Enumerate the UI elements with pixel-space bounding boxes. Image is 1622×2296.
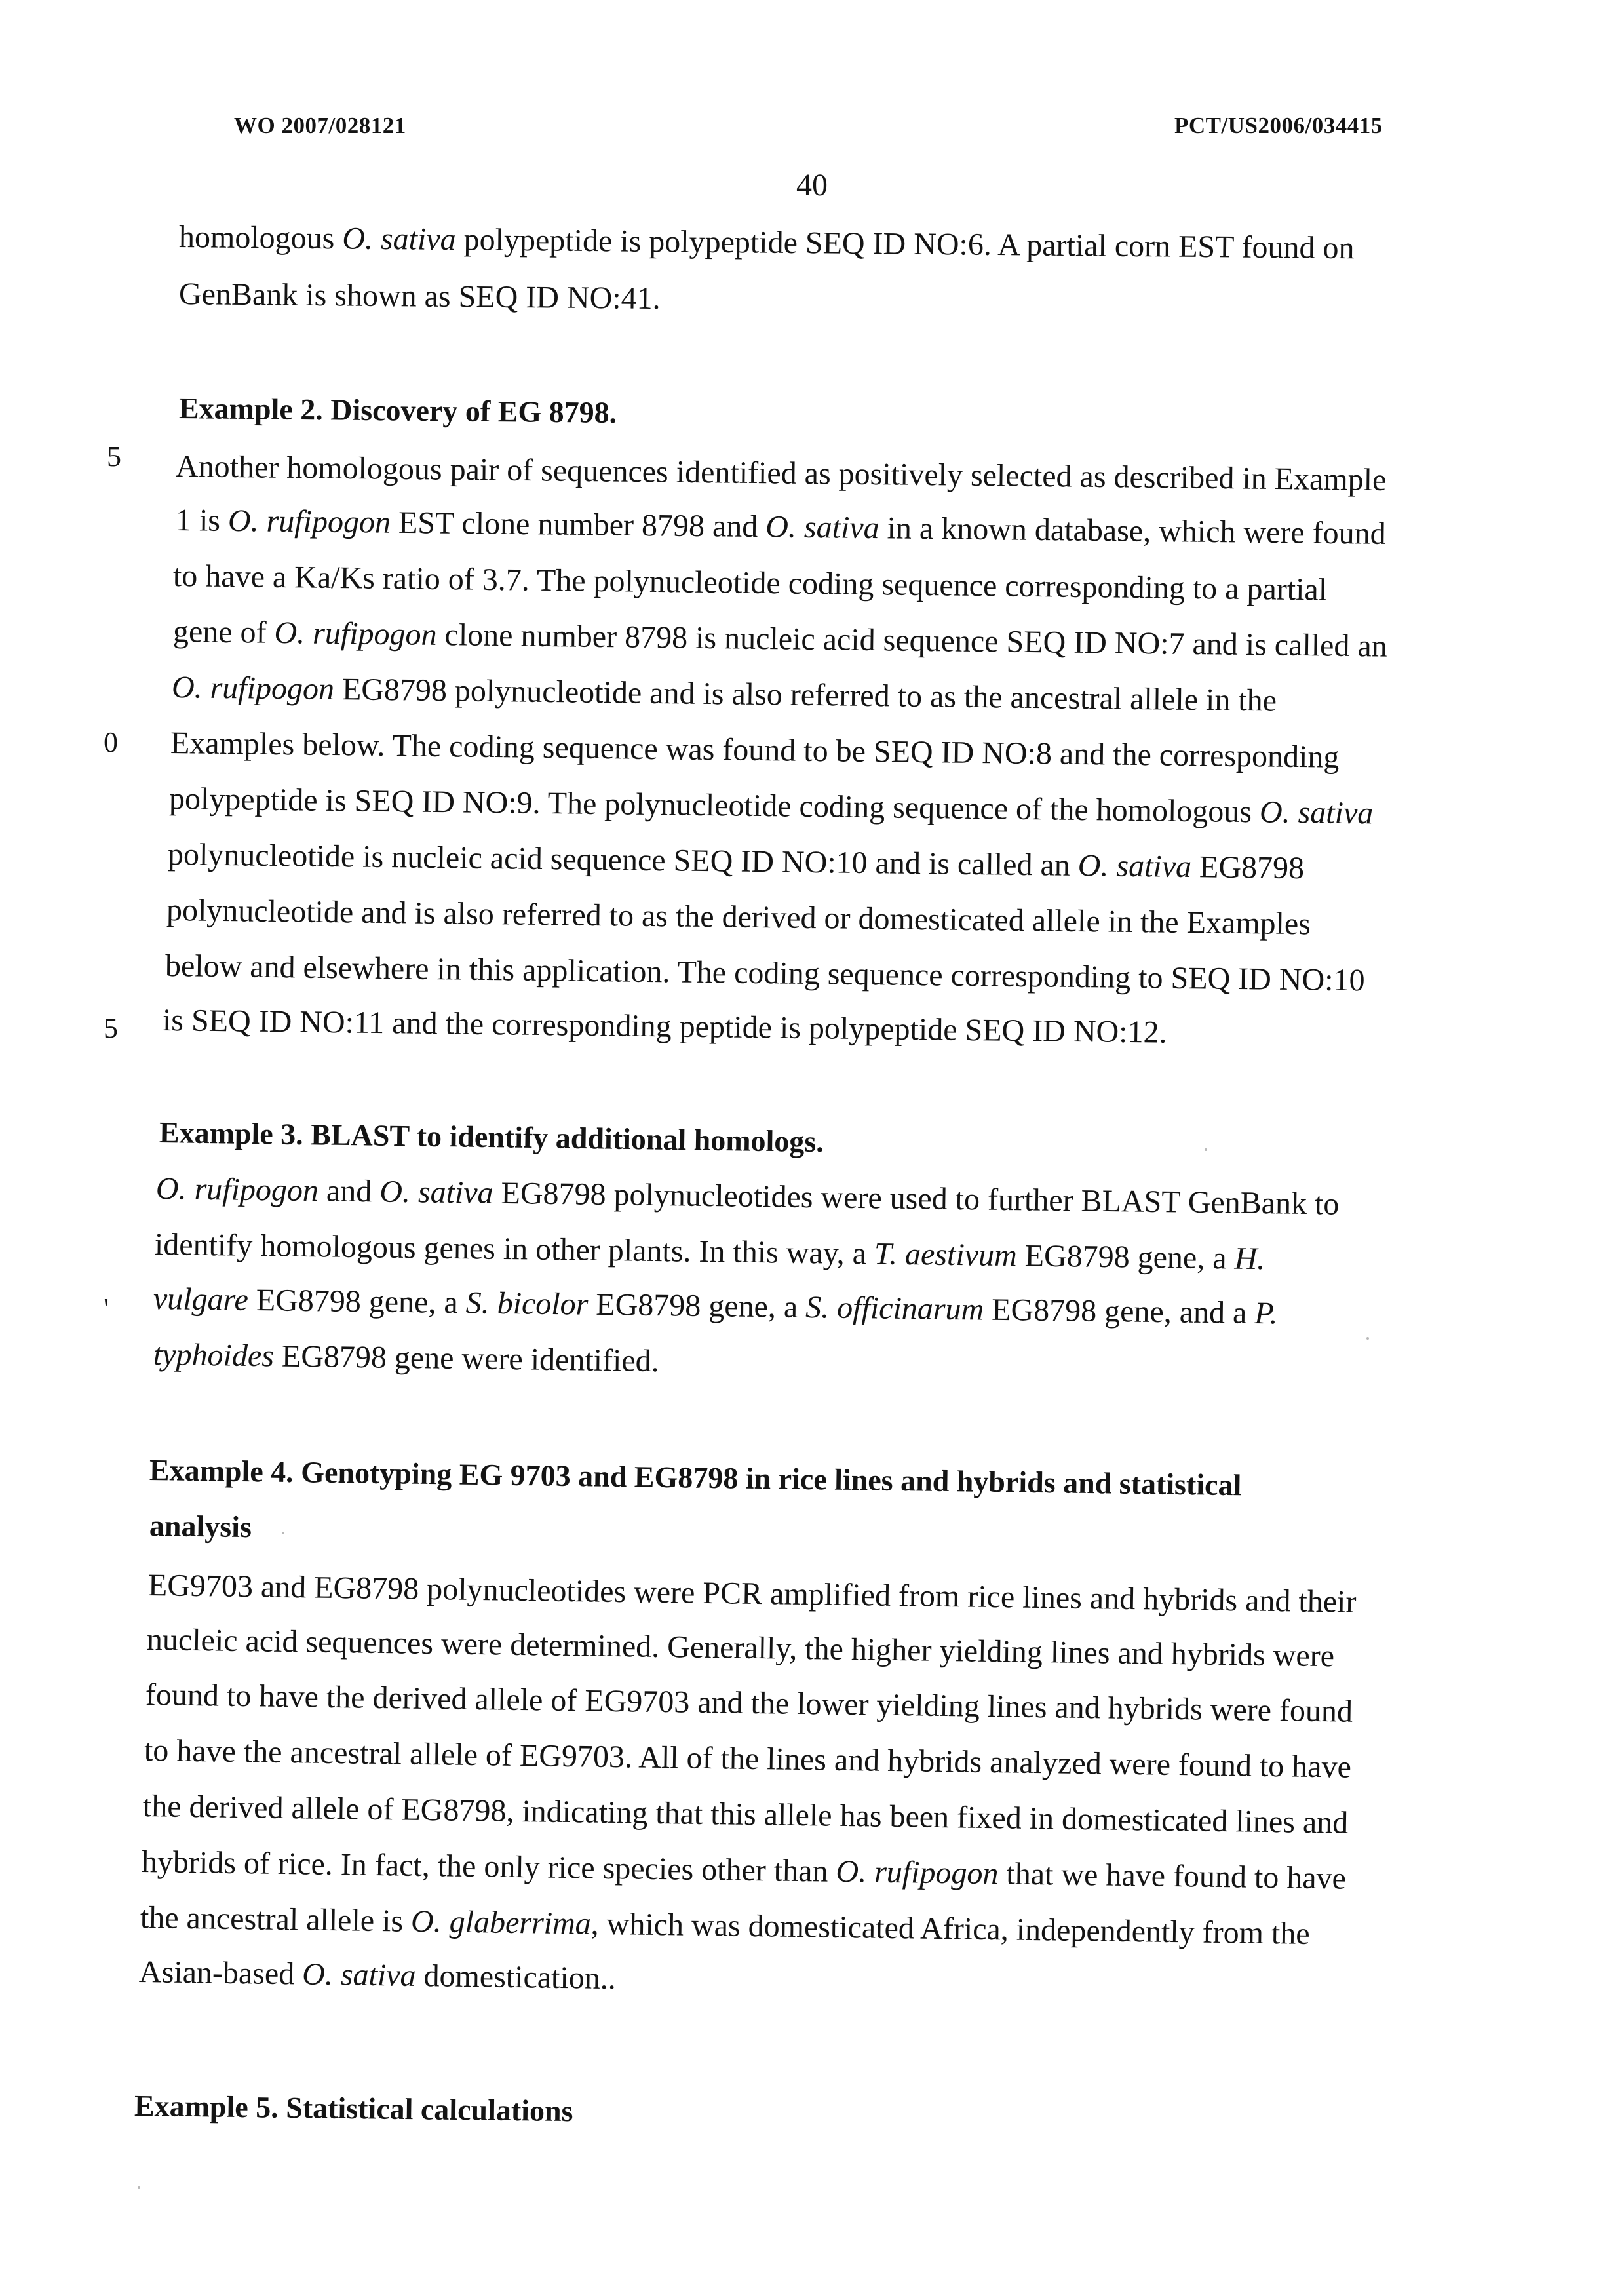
text-line: polynucleotide is nucleic acid sequence SEQ ID NO:10 and is called an O. sativa EG8798 <box>167 837 1305 886</box>
example-3-heading: Example 3. BLAST to identify additional homologs. <box>159 1116 824 1159</box>
text-line: to have the ancestral allele of EG9703. All of the lines and hybrids analyzed were found to have <box>144 1733 1352 1785</box>
application-number: PCT/US2006/034415 <box>1174 113 1383 138</box>
text-line: homologous O. sativa polypeptide is polypeptide SEQ ID NO:6. A partial corn EST found on <box>178 220 1355 266</box>
text-line: to have a Ka/Ks ratio of 3.7. The polynucleotide coding sequence corresponding to a partial <box>172 558 1328 608</box>
scan-speck <box>282 1532 284 1534</box>
text-line: gene of O. rufipogon clone number 8798 is nucleic acid sequence SEQ ID NO:7 and is called an <box>172 614 1388 664</box>
margin-line-number: 5 <box>104 1012 118 1044</box>
text-line: 1 is O. rufipogon EST clone number 8798 and O. sativa in a known database, which were found <box>175 503 1386 551</box>
text-line: polynucleotide and is also referred to as the derived or domesticated allele in the Examples <box>166 893 1311 942</box>
example-2-heading: Example 2. Discovery of EG 8798. <box>178 391 617 429</box>
margin-line-number: 0 <box>104 726 118 758</box>
text-line: vulgare EG8798 gene, a S. bicolor EG8798 gene, a S. officinarum EG8798 gene, and a P. <box>153 1281 1278 1331</box>
text-line: Examples below. The coding sequence was found to be SEQ ID NO:8 and the corresponding <box>170 726 1340 775</box>
scan-speck <box>1205 1148 1207 1151</box>
text-line: GenBank is shown as SEQ ID NO:41. <box>178 277 661 317</box>
text-line: the ancestral allele is O. glaberrima, which was domesticated Africa, independently from the <box>140 1900 1311 1951</box>
text-line: EG9703 and EG8798 polynucleotides were PCR amplified from rice lines and hybrids and their <box>147 1568 1357 1620</box>
example-5-heading: Example 5. Statistical calculations <box>134 2089 573 2128</box>
publication-number: WO 2007/028121 <box>234 113 406 138</box>
text-line: typhoides EG8798 gene were identified. <box>153 1337 660 1379</box>
example-4-heading-continued: analysis <box>149 1509 252 1544</box>
margin-line-number: 5 <box>107 440 121 473</box>
text-line: is SEQ ID NO:11 and the corresponding peptide is polypeptide SEQ ID NO:12. <box>162 1003 1167 1050</box>
scan-speck <box>1366 1337 1369 1340</box>
text-line: polypeptide is SEQ ID NO:9. The polynucleotide coding sequence of the homologous O. sativa <box>168 781 1374 831</box>
page-number: 40 <box>796 168 828 203</box>
margin-line-number: ' <box>104 1293 109 1325</box>
text-line: below and elsewhere in this application. The coding sequence corresponding to SEQ ID NO:10 <box>164 948 1365 998</box>
text-line: hybrids of rice. In fact, the only rice species other than O. rufipogon that we have found to have <box>141 1844 1347 1896</box>
text-line: identify homologous genes in other plants. In this way, a T. aestivum EG8798 gene, a H. <box>154 1227 1265 1277</box>
text-line: Asian-based O. sativa domestication.. <box>138 1955 617 1996</box>
text-line: nucleic acid sequences were determined. Generally, the higher yielding lines and hybrids were <box>146 1622 1335 1674</box>
text-line: Another homologous pair of sequences identified as positively selected as described in Example <box>175 449 1387 497</box>
text-line: the derived allele of EG8798, indicating that this allele has been fixed in domesticated lines and <box>142 1789 1349 1840</box>
text-line: O. rufipogon EG8798 polynucleotide and is also referred to as the ancestral allele in the <box>171 670 1277 718</box>
text-line: found to have the derived allele of EG9703 and the lower yielding lines and hybrids were found <box>145 1677 1353 1729</box>
scan-speck <box>138 2186 140 2189</box>
text-line: O. rufipogon and O. sativa EG8798 polynucleotides were used to further BLAST GenBank to <box>155 1171 1340 1222</box>
example-4-heading: Example 4. Genotyping EG 9703 and EG8798 in rice lines and hybrids and statistical <box>149 1453 1242 1502</box>
